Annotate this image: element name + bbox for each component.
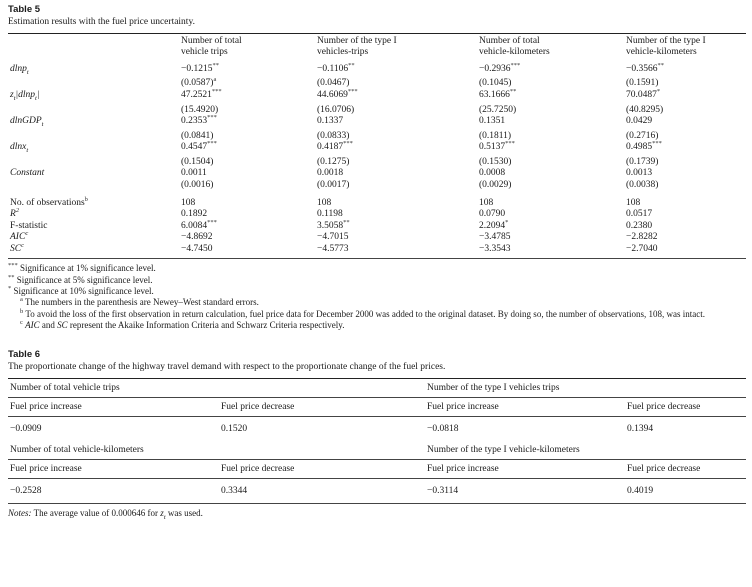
group-title-right: Number of the type I vehicle-kilometers — [427, 441, 746, 460]
stat-cell: 0.1892 — [181, 209, 208, 220]
table5-header-col3: Number of total vehicle-kilometers — [479, 36, 550, 57]
stat-cell: 108 — [479, 197, 494, 208]
significance-mark: ** — [343, 218, 350, 226]
value-cell: −0.0818 — [427, 424, 459, 435]
table5-se-row — [8, 180, 746, 192]
se-cell: (0.1811) — [479, 130, 512, 141]
col-header: Fuel price increase — [8, 398, 221, 417]
col-header: Fuel price decrease — [221, 398, 427, 417]
stat-cell: 108 — [317, 197, 332, 208]
significance-mark: *** — [207, 140, 217, 148]
stat-label: F-statistic — [10, 220, 48, 231]
table5-stat-row — [8, 198, 746, 210]
stat-cell: −3.4785 — [479, 232, 511, 243]
stat-cell: 0.0517 — [626, 209, 653, 220]
table5-label: Table 5 — [8, 4, 41, 15]
table5-stat-row — [8, 244, 746, 256]
se-cell: (0.2716) — [626, 130, 659, 141]
stat-cell: 108 — [626, 197, 641, 208]
significance-mark: *** — [211, 88, 222, 96]
se-cell: $(0.0587)^a$ — [181, 76, 217, 89]
table5-stat-row — [8, 221, 746, 233]
stat-cell: −2.7040 — [626, 243, 658, 254]
table5-note: $^b$ To avoid the loss of the first observation in return calculation, fuel price data for December 2000 was added to the original dataset. By doing so, the number of observations, 108, was intact. — [20, 307, 706, 319]
stat-cell: −4.8692 — [181, 232, 213, 243]
table5-stat-row — [8, 209, 746, 221]
value-cell: 0.1394 — [627, 424, 654, 435]
significance-mark: * — [656, 88, 661, 96]
coef-cell: −0.2936*** — [479, 62, 521, 74]
coef-cell: 0.4547*** — [181, 140, 217, 153]
row-label: Constant — [10, 168, 45, 179]
significance-mark: *** — [505, 140, 515, 148]
table6-value-row — [8, 417, 746, 442]
row-label: dlnGDP$_t$ — [10, 116, 44, 129]
group-title-right: Number of the type I vehicles trips — [427, 379, 746, 398]
table5-coef-row — [8, 116, 746, 130]
significance-mark: ** — [348, 62, 355, 69]
se-cell: (25.7250) — [479, 104, 517, 115]
coef-cell: 0.0018 — [317, 168, 344, 179]
stat-cell: −3.3543 — [479, 243, 511, 254]
stat-cell: 0.2380 — [626, 220, 653, 231]
significance-mark: *** — [207, 114, 217, 122]
table6 — [8, 379, 746, 503]
coef-cell: 0.0011 — [181, 168, 207, 179]
coef-cell: 0.0008 — [479, 168, 506, 179]
se-cell: (0.0029) — [479, 179, 512, 190]
significance-mark: *** — [652, 140, 662, 148]
table5-se-row — [8, 105, 746, 117]
significance-mark: *** — [207, 218, 217, 226]
coef-cell: 70.0487* — [626, 88, 661, 101]
table5-header-col2: Number of the type I vehicles-trips — [317, 36, 397, 57]
coef-cell: 0.4985*** — [626, 140, 662, 153]
significance-mark: ** — [509, 88, 517, 96]
significance-mark: *** — [347, 88, 358, 96]
col-header: Fuel price decrease — [627, 398, 746, 417]
table6-caption: The proportionate change of the highway travel demand with respect to the proportionate change of the fuel prices. — [8, 362, 446, 373]
stat-label: AIC$^c$ — [10, 230, 29, 243]
table5-se-row — [8, 78, 746, 90]
se-cell: (0.0017) — [317, 179, 350, 190]
table5-header-stub — [8, 34, 181, 60]
stat-cell: −4.5773 — [317, 243, 349, 254]
value-cell: 0.3344 — [221, 486, 248, 497]
coef-cell: 0.5137*** — [479, 140, 515, 153]
value-cell: 0.1520 — [221, 424, 248, 435]
significance-mark: ** — [657, 62, 664, 69]
col-header: Fuel price increase — [8, 460, 221, 479]
coef-cell: −0.3566** — [626, 62, 664, 74]
table6-header-row — [8, 398, 746, 417]
se-cell: (0.0038) — [626, 179, 659, 190]
stat-cell: 2.2094* — [479, 218, 509, 231]
table6-bottom-rule — [8, 503, 746, 504]
table6-header-row — [8, 460, 746, 479]
table5 — [8, 34, 746, 255]
se-cell: (0.0467) — [317, 78, 350, 89]
value-cell: −0.2528 — [10, 486, 42, 497]
table5-header-col4: Number of the type I vehicle-kilometers — [626, 36, 706, 57]
table6-group-row — [8, 379, 746, 398]
table5-bottom-rule — [8, 258, 746, 259]
value-cell: 0.4019 — [627, 486, 654, 497]
col-header: Fuel price increase — [427, 398, 627, 417]
stat-cell: 6.0084*** — [181, 218, 217, 231]
stat-label: No. of observations$^b$ — [10, 195, 88, 208]
stat-cell: 108 — [181, 197, 196, 208]
se-cell: (0.1045) — [479, 78, 512, 89]
table5-note: $^a$ The numbers in the parenthesis are Newey–West standard errors. — [20, 296, 259, 308]
coef-cell: 0.4187*** — [317, 140, 353, 153]
se-cell: (0.1591) — [626, 78, 659, 89]
stat-cell: −4.7015 — [317, 232, 349, 243]
significance-mark: * — [505, 218, 509, 226]
coef-cell: −0.1106** — [317, 62, 355, 74]
table5-se-row — [8, 131, 746, 143]
row-label: dlnp$_t$ — [10, 64, 29, 76]
table6-value-row — [8, 479, 746, 504]
se-cell: (0.1275) — [317, 156, 350, 167]
table5-coef-row — [8, 60, 746, 78]
row-label: $z_t|dlnp_t|$ — [10, 90, 40, 102]
col-header: Fuel price increase — [427, 460, 627, 479]
coef-cell: 0.0429 — [626, 116, 653, 127]
se-cell: (40.8295) — [626, 104, 664, 115]
col-header: Fuel price decrease — [221, 460, 427, 479]
stat-label: $R^2$ — [10, 207, 20, 220]
stat-cell: −4.7450 — [181, 243, 213, 254]
table5-coef-row — [8, 90, 746, 104]
table6-notes: Notes: The average value of 0.000646 for $z_t$ was used. — [8, 508, 203, 522]
se-cell: (0.0833) — [317, 130, 350, 141]
significance-mark: a — [213, 76, 217, 84]
coef-cell: −0.1215** — [181, 62, 219, 74]
coef-cell: 63.1666** — [479, 88, 517, 101]
significance-mark: *** — [343, 140, 353, 148]
row-label: dlnx$_t$ — [10, 142, 29, 155]
coef-cell: 47.2521*** — [181, 88, 222, 101]
significance-mark: *** — [510, 62, 521, 69]
value-cell: −0.3114 — [427, 486, 459, 497]
coef-cell: 44.6069*** — [317, 88, 358, 101]
page — [8, 4, 746, 524]
se-cell: (0.1739) — [626, 156, 659, 167]
se-cell: (0.1504) — [181, 156, 214, 167]
table5-note: ** Significance at 5% significance level. — [8, 273, 153, 285]
table5-coef-row — [8, 142, 746, 156]
table5-header-col1: Number of total vehicle trips — [181, 36, 242, 57]
table6-group-row — [8, 441, 746, 460]
se-cell: (0.1530) — [479, 156, 512, 167]
coef-cell: 0.1351 — [479, 116, 506, 127]
stat-cell: −2.8282 — [626, 232, 658, 243]
table5-header-row — [8, 34, 746, 60]
stat-label: $SC^c$ — [10, 241, 24, 254]
coef-cell: 0.1337 — [317, 116, 344, 127]
stat-cell: 0.0790 — [479, 209, 506, 220]
se-cell: (0.0016) — [181, 179, 214, 190]
table5-notes — [8, 263, 746, 331]
se-cell: (16.0706) — [317, 104, 355, 115]
coef-cell: 0.2353*** — [181, 114, 217, 127]
table5-se-row — [8, 157, 746, 169]
table5-coef-row — [8, 168, 746, 180]
significance-mark: ** — [212, 62, 219, 69]
table5-note: * Significance at 10% significance level. — [8, 285, 154, 297]
group-title-left: Number of total vehicle trips — [8, 379, 427, 398]
table5-caption: Estimation results with the fuel price uncertainty. — [8, 17, 195, 27]
table5-stat-row — [8, 232, 746, 244]
stat-cell: 3.5058** — [317, 218, 350, 231]
table6-label: Table 6 — [8, 349, 41, 361]
coef-cell: 0.0013 — [626, 168, 653, 179]
se-cell: (0.0841) — [181, 130, 214, 141]
group-title-left: Number of total vehicle-kilometers — [8, 441, 427, 460]
table5-body — [8, 60, 746, 255]
value-cell: −0.0909 — [10, 424, 42, 435]
col-header: Fuel price decrease — [627, 460, 746, 479]
table5-note-c: $^c$ AIC and SC represent the Akaike Information Criteria and Schwarz Criteria respectively. — [20, 318, 345, 330]
stat-cell: 0.1198 — [317, 209, 343, 220]
table5-note: *** Significance at 1% significance level. — [8, 262, 156, 274]
se-cell: (15.4920) — [181, 104, 219, 115]
